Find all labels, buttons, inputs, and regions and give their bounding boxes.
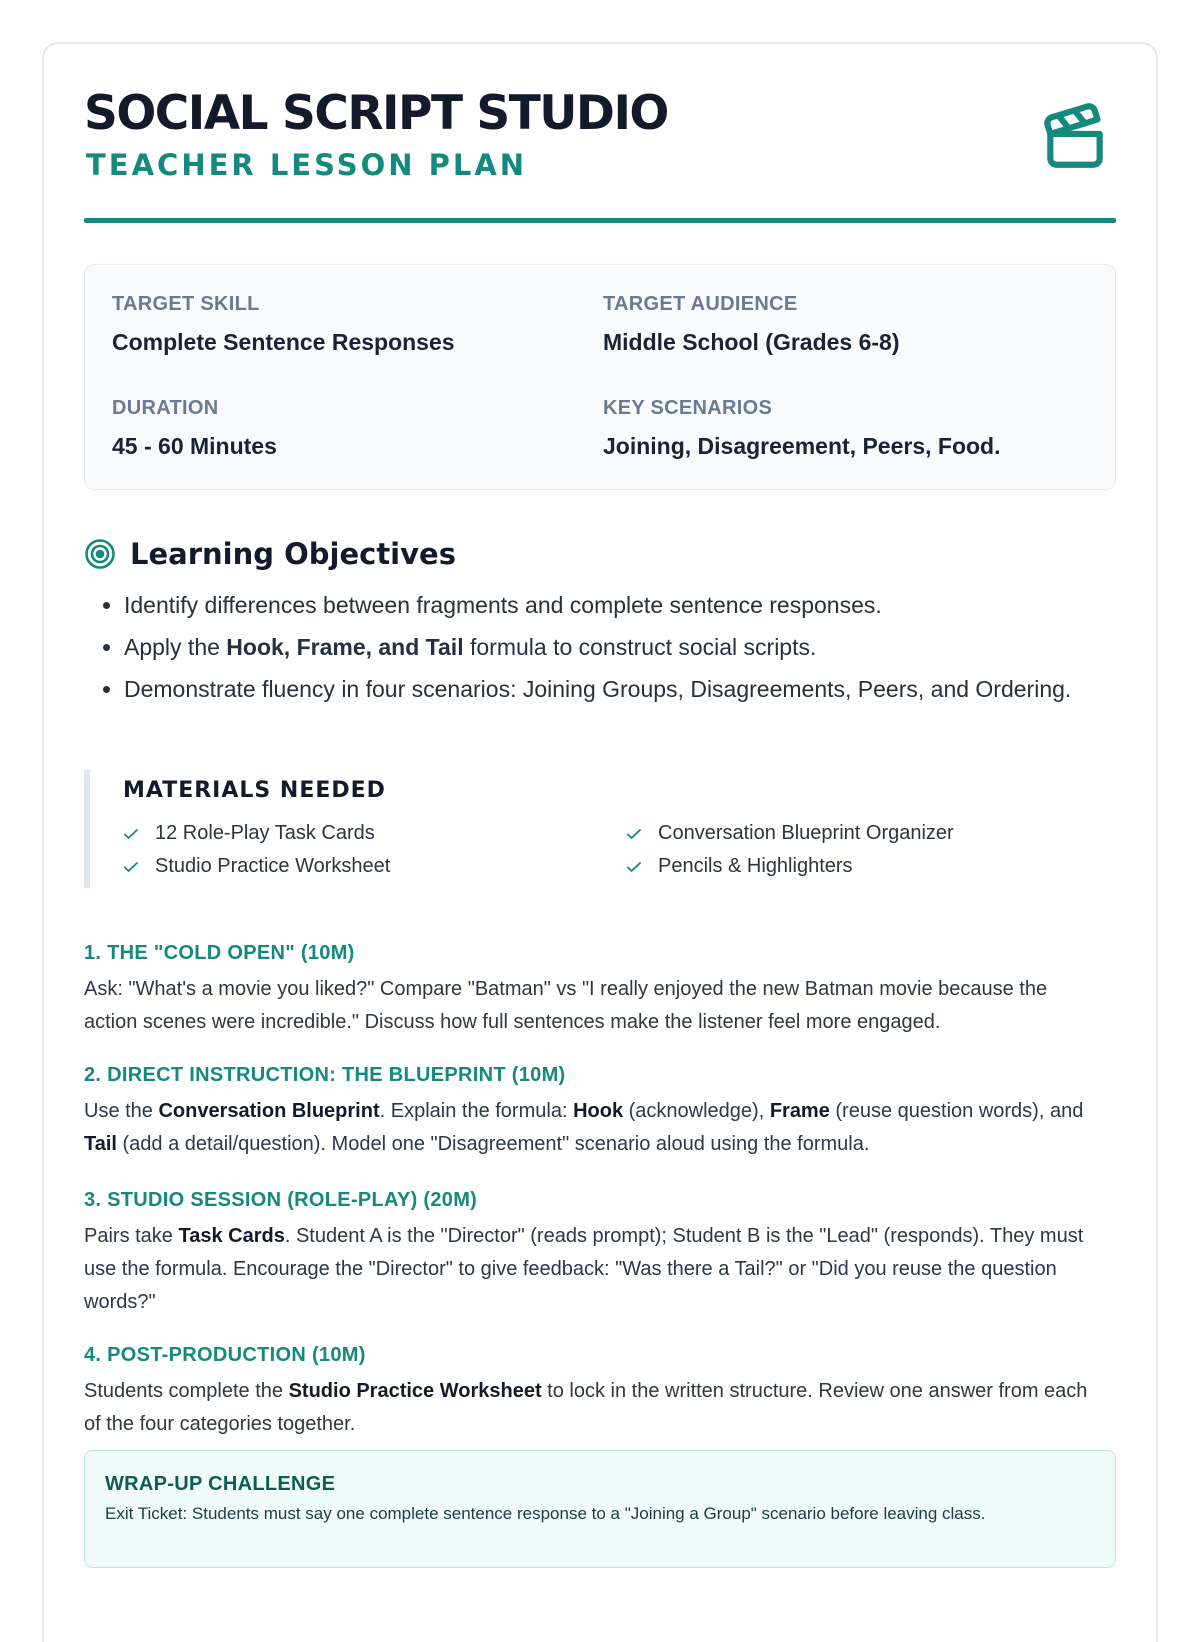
objectives-title: Learning Objectives [130,537,456,571]
page-title: SOCIAL SCRIPT STUDIO [84,86,668,141]
material-item [626,855,853,878]
list-item [124,674,1084,705]
objectives-list [124,590,1084,716]
material-item [123,822,375,845]
lesson-plan-card [42,42,1158,1642]
step-text-run: (reuse question words), and [829,1100,1084,1122]
card-content [84,44,1116,1523]
lesson-step-4 [84,1344,1104,1441]
step-text-bold: Hook [573,1100,624,1122]
step-text [84,1220,1104,1319]
step-text-bold: Conversation Blueprint [158,1100,380,1122]
meta-target-audience [603,293,900,356]
step-text-run: (acknowledge), [623,1100,770,1122]
step-title: 1. THE "COLD OPEN" (10M) [84,942,355,964]
materials-panel [84,770,1116,888]
step-text-run: Use the [84,1100,159,1122]
step-title: 3. STUDIO SESSION (ROLE-PLAY) (20M) [84,1189,478,1211]
check-icon [626,859,642,875]
objectives-heading [84,534,456,574]
step-text-run: . Student A is the "Director" (reads prompt); Student B is the "Lead" (responds). They must use the formula. Encourage the "Director" to give feedback: "Was there a Tail?" or "Did you reuse the question words?" [84,1225,1084,1313]
lesson-step-1 [84,942,1104,1039]
meta-label: TARGET AUDIENCE [603,293,798,315]
step-text-run: Ask: "What's a movie you liked?" Compare "Batman" vs "I really enjoyed the new Batman movie because the action scenes were incredible." Discuss how full sentences make the listener feel more engaged. [84,978,1048,1033]
meta-label: KEY SCENARIOS [603,397,773,419]
lesson-step-3 [84,1189,1104,1319]
list-item [124,632,1084,663]
meta-duration [112,397,277,460]
header-divider [84,218,1116,223]
material-label: Pencils & Highlighters [658,855,853,877]
meta-target-skill [112,293,455,356]
material-item [123,855,390,878]
step-text [84,973,1104,1039]
step-title: 4. POST-PRODUCTION (10M) [84,1344,366,1366]
material-label: 12 Role-Play Task Cards [155,822,375,844]
step-title: 2. DIRECT INSTRUCTION: THE BLUEPRINT (10M) [84,1064,566,1086]
objective-text: Demonstrate fluency in four scenarios: Joining Groups, Disagreements, Peers, and Ordering. [124,676,1072,702]
meta-value: Complete Sentence Responses [112,329,455,355]
material-label: Conversation Blueprint Organizer [658,822,954,844]
step-text-bold: Frame [769,1100,830,1122]
step-text-run: to lock in the written structure. Review one answer from each of the four categories together. [84,1380,1088,1435]
objective-text: Apply the [124,634,227,660]
step-text [84,1375,1104,1441]
wrap-up-title: WRAP-UP CHALLENGE [105,1473,336,1495]
objective-text: formula to construct social scripts. [463,634,817,660]
meta-value: 45 - 60 Minutes [112,433,277,459]
step-text-run: Pairs take [84,1225,179,1247]
step-text [84,1095,1104,1161]
wrap-up-challenge [84,1450,1116,1568]
objective-bold: Hook, Frame, and Tail [226,634,464,660]
page-subtitle: TEACHER LESSON PLAN [86,148,528,182]
meta-value: Joining, Disagreement, Peers, Food. [603,433,1001,459]
step-text-run: (add a detail/question). Model one "Disagreement" scenario aloud using the formula. [116,1133,870,1155]
list-item [124,590,1084,621]
step-text-bold: Tail [84,1133,117,1155]
check-icon [123,826,139,842]
step-text-run: Students complete the [84,1380,289,1402]
target-icon [84,538,116,570]
materials-title: MATERIALS NEEDED [123,778,386,803]
material-item [626,822,954,845]
meta-label: DURATION [112,397,219,419]
meta-value: Middle School (Grades 6-8) [603,329,900,355]
lesson-meta-panel [84,264,1116,490]
step-text-bold: Studio Practice Worksheet [288,1380,542,1402]
objective-text: Identify differences between fragments and complete sentence responses. [124,592,882,618]
meta-key-scenarios [603,397,1000,460]
clapperboard-icon [1038,100,1112,174]
step-text-bold: Task Cards [178,1225,285,1247]
meta-label: TARGET SKILL [112,293,260,315]
material-label: Studio Practice Worksheet [155,855,391,877]
header [84,44,1116,224]
check-icon [123,859,139,875]
step-text-run: . Explain the formula: [379,1100,574,1122]
check-icon [626,826,642,842]
wrap-up-text: Exit Ticket: Students must say one complete sentence response to a "Joining a Group" scenario before leaving class. [105,1504,986,1523]
lesson-step-2 [84,1064,1104,1161]
